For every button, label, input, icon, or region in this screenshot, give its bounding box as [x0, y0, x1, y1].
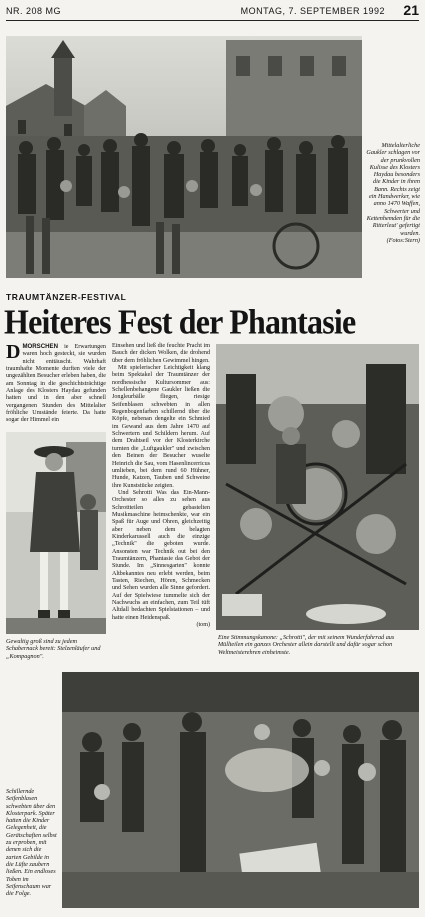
- photo-credit: (Fotos:Stern): [386, 236, 420, 244]
- dateline-location: MORSCHEN: [22, 343, 59, 350]
- column-1-text: ie Erwartungen waren hoch gesteckt, sie wurden nicht enttäuscht. Wahrhaft traumhafte Momente durften viele der ungezählten Besucher erleben haben, die am Sonntag in die geschichtsträchtige Anlage des Klosters Haydau gefunden hatten und in den aber schnell vergangenen Stunden des Mittelalter fröhliche Umstände feierte. Da hatte sogar der Himmel ein: [6, 344, 106, 424]
- orchestra-caption: Eine Stimmungskanone: „Schrotti", der mit seinem Wunderfahrrad aus Müllteilen ein ganzes Orchester allein darstellt und dafür sogar schon Weltmeisterehren einheimste.: [218, 634, 395, 656]
- column-2-paragraph-3: Und Sehrotti Was das Ein-Mann-Orchester so alles zu sehen aus Schrottteilen gebastelten Musikmaschine heimschenkte, war ein Spaß für Auge und Ohren, gleichzeitig aber neben dem belagten Kinderkarussell auch die einzige „Technik" die geboten wurde. Ansonsten war Technik out bei den Traumtänzern, Phantasie das Gebot der Stunde. Im „Sinnesgarten" konnte Altbekanntes neu erlebt werden, beim Tasten, Riechen, Hören, Schmecken und Sehen wurden alle Sinne gefordert. Auf der Spielwiese tummelte sich der Nachwuchs an einfachen, zum Teil tüft Altdall bedachten Spielstationen – und hatte einen Heidenspaß.: [112, 489, 210, 621]
- article-kicker: TRAUMTÄNZER-FESTIVAL: [6, 292, 127, 302]
- article-column-2: [112, 343, 210, 629]
- article-column-1: [6, 343, 106, 425]
- column-2-paragraph-1: Einsehen und ließ die feuchte Pracht im Bauch der dicken Wolken, die drohend über dem fröhlichen Gewimmel hingen.: [112, 343, 210, 364]
- top-photo: [6, 36, 362, 278]
- soap-bubble-caption: Schillernde Seifenblasen schwebten über den Klosterpark. Später hatten die Kinder Gelegenheit, die Gerätschaften selbst zu erproben, mit denen sich die zarten Gebilde in die Lüfte zaubern ließen. Ein endloses Toben im Seifenschaum war die Folge.: [6, 788, 57, 898]
- author-tag: (tom): [196, 622, 210, 629]
- article-headline: Heiteres Fest der Phantasie: [4, 302, 356, 341]
- page-header: [6, 4, 419, 21]
- issue-date: MONTAG, 7. SEPTEMBER 1992: [240, 6, 385, 16]
- stilt-walker-photo: [6, 432, 106, 634]
- drop-cap: D: [6, 341, 21, 363]
- stilt-walker-caption: Gewaltig groß sind zu jedem Schabernack bereit: Stelzenläufer und „Kompagnon".: [6, 638, 101, 660]
- soap-bubble-photo: [62, 672, 419, 908]
- column-2-paragraph-2: Mit spielerischer Leichtigkeit klang beim Spektakel der Traumtänzer der nordhessische Kultursommer aus: Schellenbehangene Gaukler ließen die Jongleurbälle fliegen, riesige Seifenblasen schwebten in allen Regenbogenfarben schillernd über die Köpfe, nebenan dengelte ein Schmied im Gewand aus dem Jahre 1470 auf Schwertern und Schildern herum. Auf dem Drahtseil vor der Klosterkirche turnten die „Luftgaukler" und zwischen den Beinen der Besucher wuselte Heinrich die Sau, vom Hasenlincerricus umlieben, bei dem rund 60 Hühner, Hunde, Katzen, Tauben und Schweine ihre Kunststücke zeigten.: [112, 365, 210, 489]
- orchestra-photo: [216, 344, 419, 630]
- page-number: 21: [403, 2, 419, 18]
- edition-number: NR. 208 MG: [6, 6, 62, 16]
- top-photo-caption: Mittelalterliche Gaukler schlagen vor der prunkvollen Kulisse des Klosters Haydau besonders die Kinder in ihren Bann. Rechts zeigt ein Handwerker, wie anno 1470 Waffen, Schwerter und Kettenhemden für die Ritterleut' gefertigt wurden. (Fotos:Stern): [366, 142, 420, 244]
